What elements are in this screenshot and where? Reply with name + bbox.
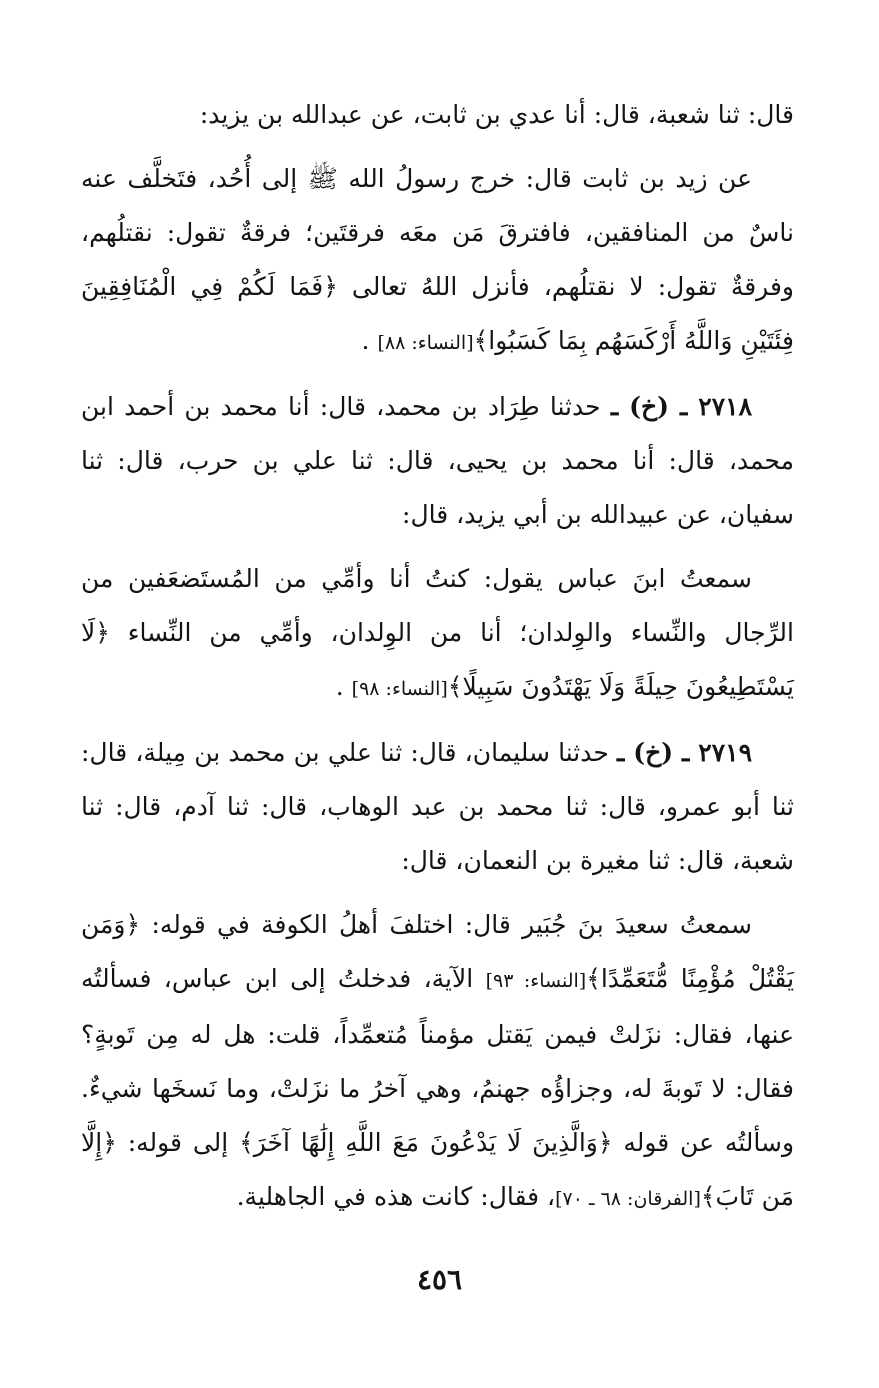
- sentence-end: .: [335, 672, 344, 701]
- hadith-2719-text-1: سمعتُ سعيدَ بنَ جُبَير قال: اختلفَ أهلُ الكوفة في قوله:: [151, 910, 752, 939]
- paragraph-gap: [81, 888, 794, 898]
- intro-text: قال: ثنا شعبة، قال: أنا عدي بن ثابت، عن عبدالله بن يزيد:: [199, 100, 794, 129]
- quran-verse-illa-man-taba: ﴿إِلَّا مَن تَابَ﴾: [81, 1128, 794, 1211]
- hadith-2718-chain: [81, 380, 794, 542]
- quran-verse-munafiqin: ﴿فَمَا لَكُمْ فِي الْمُنَافِقِينَ فِئَتَيْنِ وَاللَّهُ أَرْكَسَهُم بِمَا كَسَبُوا﴾: [81, 272, 794, 355]
- hadith-number-2719: ٢٧١٩ ـ (خ) ـ: [617, 738, 752, 767]
- paragraph-gap: [81, 370, 794, 380]
- hadith-number-2718: ٢٧١٨ ـ (خ) ـ: [610, 392, 752, 421]
- verse-reference: [النساء: ٨٨]: [377, 332, 474, 354]
- hadith-2718-isnad: حدثنا طِرَاد بن محمد، قال: أنا محمد بن أحمد ابن محمد، قال: أنا محمد بن يحيى، قال: ثنا علي بن حرب، قال: ثنا سفيان، عن عبيدالله بن أبي يزيد، قال:: [81, 392, 794, 529]
- intro-line: [81, 88, 794, 142]
- paragraph-zayd-text: عن زيد بن ثابت قال: خرج رسولُ الله ﷺ إلى أُحُد، فتَخلَّف عنه ناسٌ من المنافقين، فافترقَ مَن معَه فرقتَين؛ فرقةٌ تقول: نقتلُهم، وفرقةٌ تقول: لا نقتلُهم، فأنزل اللهُ تعالى: [81, 164, 794, 301]
- hadith-2718-body: [81, 552, 794, 716]
- hadith-2718-text: سمعتُ ابنَ عباس يقول: كنتُ أنا وأمِّي من المُستَضعَفين من الرِّجال والنِّساء والوِلدان؛ أنا من الوِلدان، وأمِّي من النِّساء: [81, 564, 794, 647]
- page-text: [81, 88, 794, 1226]
- verse-reference: [الفرقان: ٦٨ ـ ٧٠]: [555, 1188, 701, 1210]
- paragraph-gap: [81, 142, 794, 152]
- paragraph-gap: [81, 716, 794, 726]
- hadith-2719-chain: [81, 726, 794, 888]
- verse-reference: [النساء: ٩٣]: [485, 970, 587, 992]
- quran-verse-furqan: ﴿وَالَّذِينَ لَا يَدْعُونَ مَعَ اللَّهِ إِلَٰهًا آخَرَ﴾: [239, 1128, 613, 1157]
- paragraph-zayd: [81, 152, 794, 370]
- hadith-2719-isnad: حدثنا سليمان، قال: ثنا علي بن محمد بن مِيلة، قال: ثنا أبو عمرو، قال: ثنا محمد بن عبد الوهاب، قال: ثنا آدم، قال: ثنا شعبة، قال: ثنا مغيرة بن النعمان، قال:: [81, 738, 794, 875]
- hadith-2719-text-4: ، فقال: كانت هذه في الجاهلية.: [236, 1182, 556, 1211]
- verse-reference: [النساء: ٩٨]: [351, 678, 448, 700]
- quran-verse-mustadafin: ﴿لَا يَسْتَطِيعُونَ حِيلَةً وَلَا يَهْتَدُونَ سَبِيلًا﴾: [81, 618, 794, 701]
- sentence-end: .: [361, 326, 370, 355]
- paragraph-gap: [81, 542, 794, 552]
- hadith-2719-text-3: إلى قوله:: [127, 1128, 229, 1157]
- hadith-2719-body: [81, 898, 794, 1226]
- quran-verse-qatl: ﴿وَمَن يَقْتُلْ مُؤْمِنًا مُّتَعَمِّدًا﴾: [81, 910, 795, 993]
- hadith-2719-text-2: الآية، فدخلتُ إلى ابن عباس، فسألتُه عنها، فقال: نزَلتْ فيمن يَقتل مؤمناً مُتعمِّداً، قلت: هل له مِن تَوبةٍ؟ فقال: لا تَوبةَ له، وجزاؤُه جهنمُ، وهي آخرُ ما نزَلتْ، وما نَسخَها شيءٌ. وسألتُه عن قوله: [81, 964, 795, 1157]
- page-number: ٤٥٦: [416, 1263, 463, 1296]
